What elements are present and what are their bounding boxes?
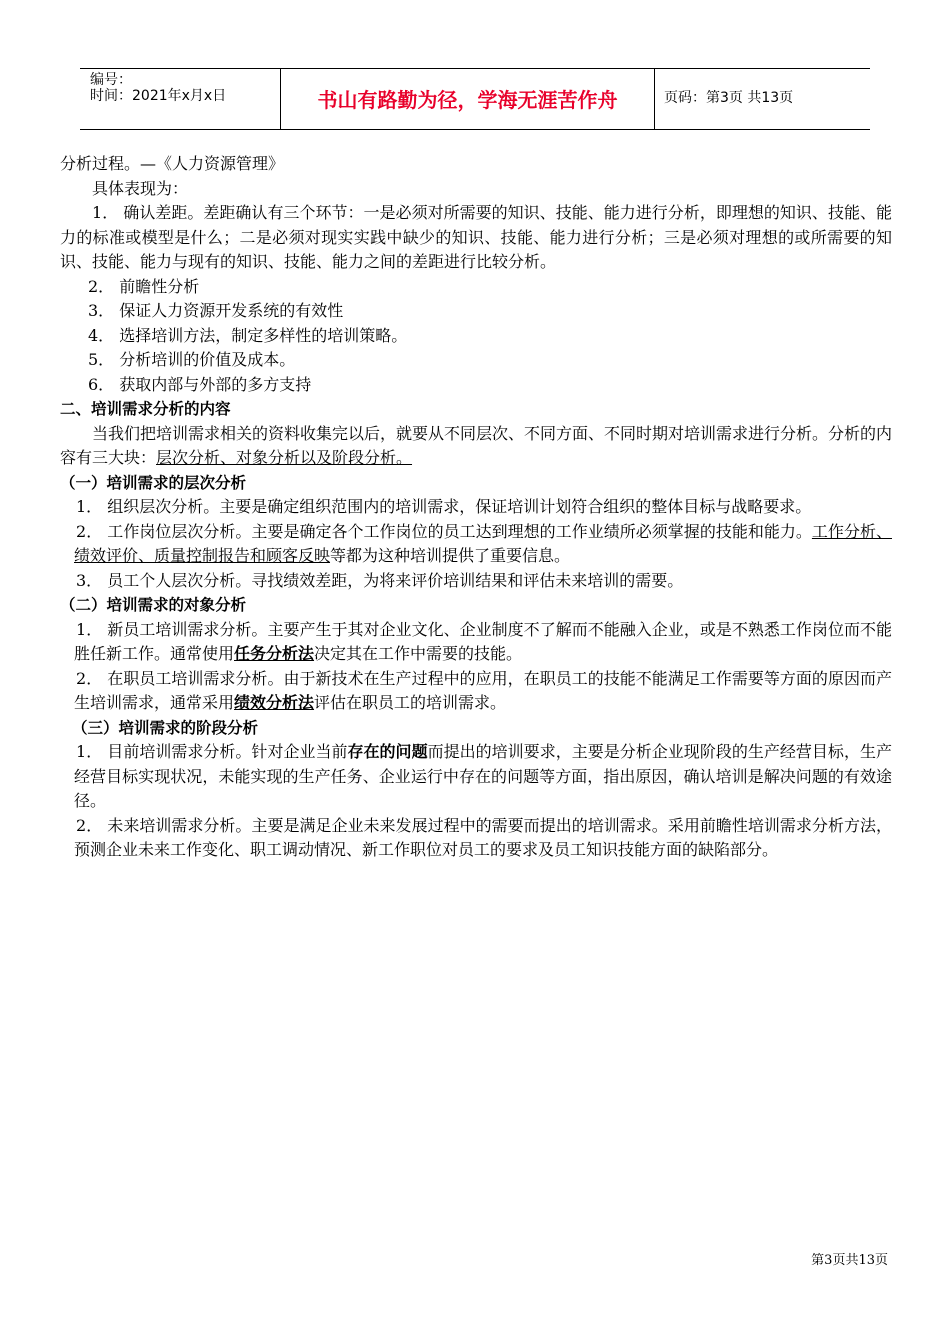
list-item-job-level: [60, 520, 892, 569]
document-number-label: 编号：: [90, 72, 132, 88]
paragraph-content-intro: [60, 422, 892, 471]
list-item-future-needs: 2． 未来培训需求分析。主要是满足企业未来发展过程中的需要而提出的培训需求。采用前瞻性培训需求分析方法，预测企业未来工作变化、职工调动情况、新工作职位对员工的要求及员工知识技能方面的缺陷部分。: [74, 815, 892, 859]
section-heading-content: 二、培训需求分析的内容: [60, 400, 231, 418]
page-header: [80, 68, 870, 130]
paragraph-text: 而提出的培训要求，主要是分析企业现阶段的生产经营目标，生产经营目标实现状况，未能实现的生产任务、企业运行中存在的问题等方面，指出原因，确认培训是解决问题的有效途径。: [74, 742, 892, 810]
emphasized-text: 存在的问题: [347, 742, 428, 761]
list-item-value-cost: 5． 分析培训的价值及成本。: [88, 350, 296, 369]
list-item-confirm-gap: 1． 确认差距。差距确认有三个环节：一是必须对所需要的知识、技能、能力进行分析，即理想的知识、技能、能力的标准或模型是什么；二是必须对现实实践中缺少的知识、技能、能力进行分析；三是必须对理想的或所需要的知识、技能、能力与现有的知识、技能、能力之间的差距进行比较分析。: [60, 203, 892, 271]
paragraph-text: 2． 在职员工培训需求分析。由于新技术在生产过程中的应用，在职员工的技能不能满足工作需要等方面的原因而产生培训需求，通常采用: [74, 668, 892, 712]
header-page-info: 页码：第3页 共13页: [664, 90, 794, 106]
header-page-cell: [654, 69, 870, 129]
list-item-support: 6． 获取内部与外部的多方支持: [88, 374, 312, 394]
paragraph-text: 1． 新员工培训需求分析。主要产生于其对企业文化、企业制度不了解而不能融入企业，或是不熟悉工作岗位而不能胜任新工作。通常使用: [74, 619, 892, 663]
paragraph-specifics-heading: 具体表现为：: [92, 178, 189, 198]
list-item-forward-analysis: 2． 前瞻性分析: [88, 276, 200, 296]
paragraph-intro: 分析过程。—《人力资源管理》: [60, 154, 285, 173]
underlined-text: 层次分析、对象分析以及阶段分析。: [156, 448, 413, 467]
subsection-heading-level: （一）培训需求的层次分析: [60, 473, 247, 492]
list-item-training-method: 4． 选择培训方法，制定多样性的培训策略。: [88, 325, 408, 345]
list-item-new-employee: [60, 618, 892, 667]
emphasized-text: 任务分析法: [234, 644, 315, 663]
list-item-incumbent-employee: [60, 667, 892, 716]
header-motto: 书山有路勤为径，学海无涯苦作舟: [317, 88, 618, 112]
page-footer: 第3页共13页: [811, 1253, 888, 1268]
paragraph-text: 等都为这种培训提供了重要信息。: [330, 546, 571, 565]
paragraph-text: 当我们把培训需求相关的资料收集完以后，就要从不同层次、不同方面、不同时期对培训需求进行分析。分析的内容有三大块：: [60, 423, 893, 467]
paragraph-text: 1． 目前培训需求分析。针对企业当前: [76, 742, 348, 761]
subsection-heading-object: （二）培训需求的对象分析: [60, 596, 247, 614]
list-item-current-needs: [60, 740, 892, 814]
list-item-hr-system: 3． 保证人力资源开发系统的有效性: [88, 301, 344, 320]
list-item-individual-level: 3． 员工个人层次分析。寻找绩效差距，为将来评价培训结果和评估未来培训的需要。: [76, 570, 684, 590]
paragraph-text: 2． 工作岗位层次分析。主要是确定各个工作岗位的员工达到理想的工作业绩所必须掌握的技能和能力。: [76, 521, 812, 541]
underlined-text: 工作分析、绩效评价、质量控制报告和顾客反映: [74, 521, 892, 565]
paragraph-text: 评估在职员工的培训需求。: [314, 693, 507, 712]
document-date-label: 时间：2021年x月x日: [90, 88, 227, 104]
document-body: [60, 152, 892, 863]
paragraph-text: 决定其在工作中需要的技能。: [314, 644, 523, 663]
list-item-org-level: 1． 组织层次分析。主要是确定组织范围内的培训需求，保证培训计划符合组织的整体目标与战略要求。: [76, 497, 812, 516]
subsection-heading-stage: （三）培训需求的阶段分析: [72, 718, 259, 737]
header-meta-cell: [80, 69, 280, 129]
header-motto-cell: [280, 69, 655, 129]
emphasized-text: 绩效分析法: [234, 693, 315, 712]
